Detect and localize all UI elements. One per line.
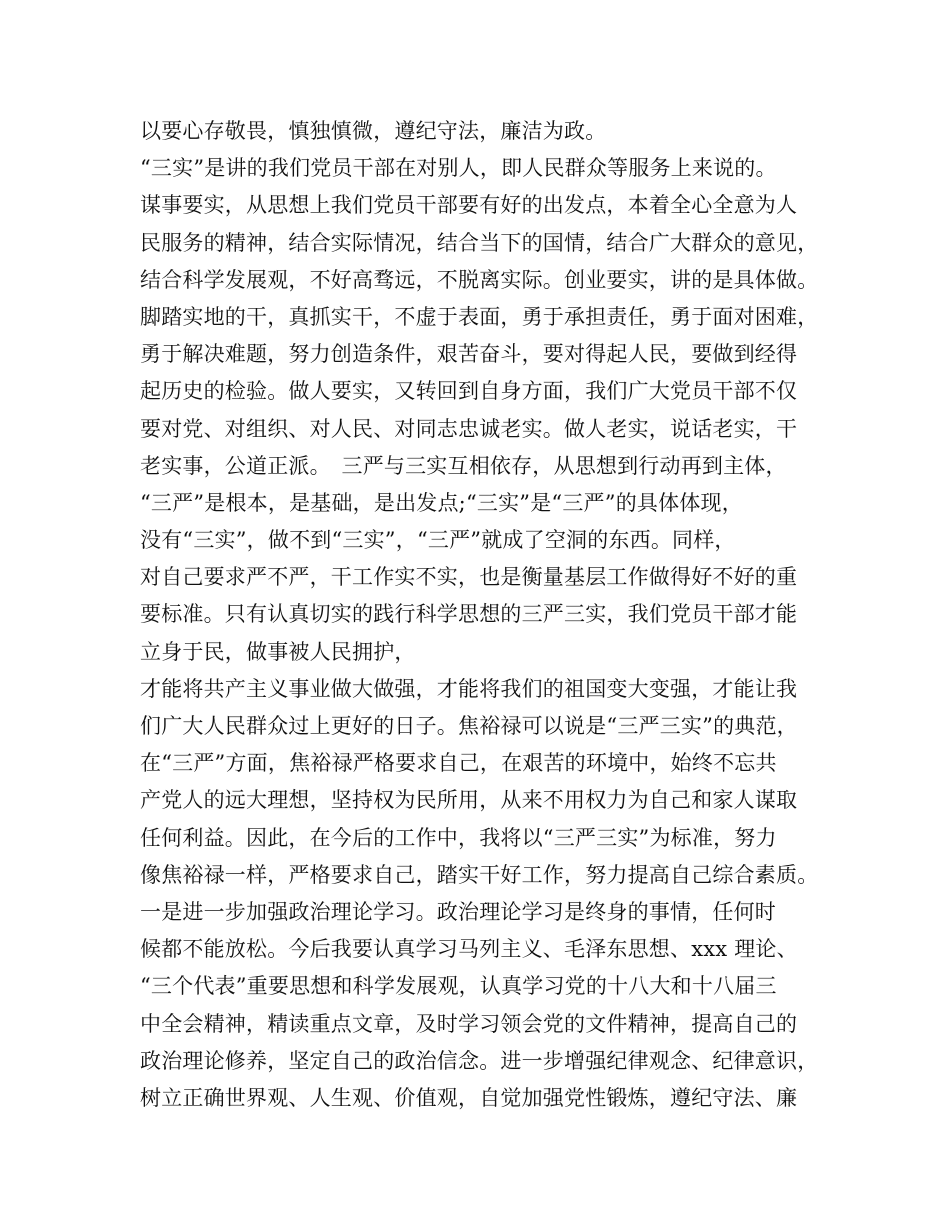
text-line: 脚踏实地的干，真抓实干，不虚于表面，勇于承担责任，勇于面对困难，: [140, 304, 819, 329]
text-line: “三严”是根本，是基础，是出发点;“三实”是“三严”的具体体现，: [140, 490, 743, 515]
text-line: 民服务的精神，结合实际情况，结合当下的国情，结合广大群众的意见，: [140, 230, 819, 255]
text-line: 以要心存敬畏，慎独慎微，遵纪守法，廉洁为政。: [140, 119, 607, 143]
text-line: 任何利益。因此，在今后的工作中，我将以“三严三实”为标准，努力: [140, 825, 777, 850]
body-text: [140, 113, 840, 1117]
text-line: 中全会精神，精读重点文章，及时学习领会党的文件精神，提高自己的: [140, 1011, 798, 1036]
text-line: 产党人的远大理想，坚持权为民所用，从来不用权力为自己和家人谋取: [140, 788, 798, 813]
text-line: 勇于解决难题，努力创造条件，艰苦奋斗，要对得起人民，要做到经得: [140, 342, 798, 367]
text-line: 谋事要实，从思想上我们党员干部要有好的出发点，本着全心全意为人: [140, 193, 798, 218]
text-line: 树立正确世界观、人生观、价值观，自觉加强党性锻炼，遵纪守法、廉: [140, 1085, 798, 1110]
text-line: 一是进一步加强政治理论学习。政治理论学习是终身的事情，任何时: [140, 899, 776, 924]
text-line: 候都不能放松。今后我要认真学习马列主义、毛泽东思想、xxx 理论、: [140, 937, 798, 962]
text-line: “三个代表”重要思想和科学发展观，认真学习党的十八大和十八届三: [140, 974, 777, 999]
text-line: 没有“三实”，做不到“三实”，“三严”就成了空洞的东西。同样，: [140, 528, 736, 553]
text-line: 政治理论修养，坚定自己的政治信念。进一步增强纪律观念、纪律意识，: [140, 1048, 819, 1073]
text-line: 立身于民，做事被人民拥护，: [140, 639, 416, 664]
text-line: 起历史的检验。做人要实，又转回到自身方面，我们广大党员干部不仅: [140, 379, 798, 404]
text-line: 要标准。只有认真切实的践行科学思想的三严三实，我们党员干部才能: [140, 602, 798, 627]
text-line: “三实”是讲的我们党员干部在对别人，即人民群众等服务上来说的。: [140, 156, 777, 181]
text-line: 在“三严”方面，焦裕禄严格要求自己，在艰苦的环境中，始终不忘共: [140, 751, 777, 776]
text-line: 老实事，公道正派。 三严与三实互相依存，从思想到行动再到主体，: [140, 453, 787, 478]
text-line: 像焦裕禄一样，严格要求自己，踏实干好工作，努力提高自己综合素质。: [140, 862, 819, 887]
text-line: 对自己要求严不严，干工作实不实，也是衡量基层工作做得好不好的重: [140, 565, 798, 590]
text-line: 要对党、对组织、对人民、对同志忠诚老实。做人老实，说话老实，干: [140, 416, 798, 441]
text-line: 结合科学发展观，不好高骛远，不脱离实际。创业要实，讲的是具体做。: [140, 267, 819, 292]
text-line: 才能将共产主义事业做大做强，才能将我们的祖国变大变强，才能让我: [140, 676, 798, 701]
text-line: 们广大人民群众过上更好的日子。焦裕禄可以说是“三严三实”的典范，: [140, 714, 798, 738]
